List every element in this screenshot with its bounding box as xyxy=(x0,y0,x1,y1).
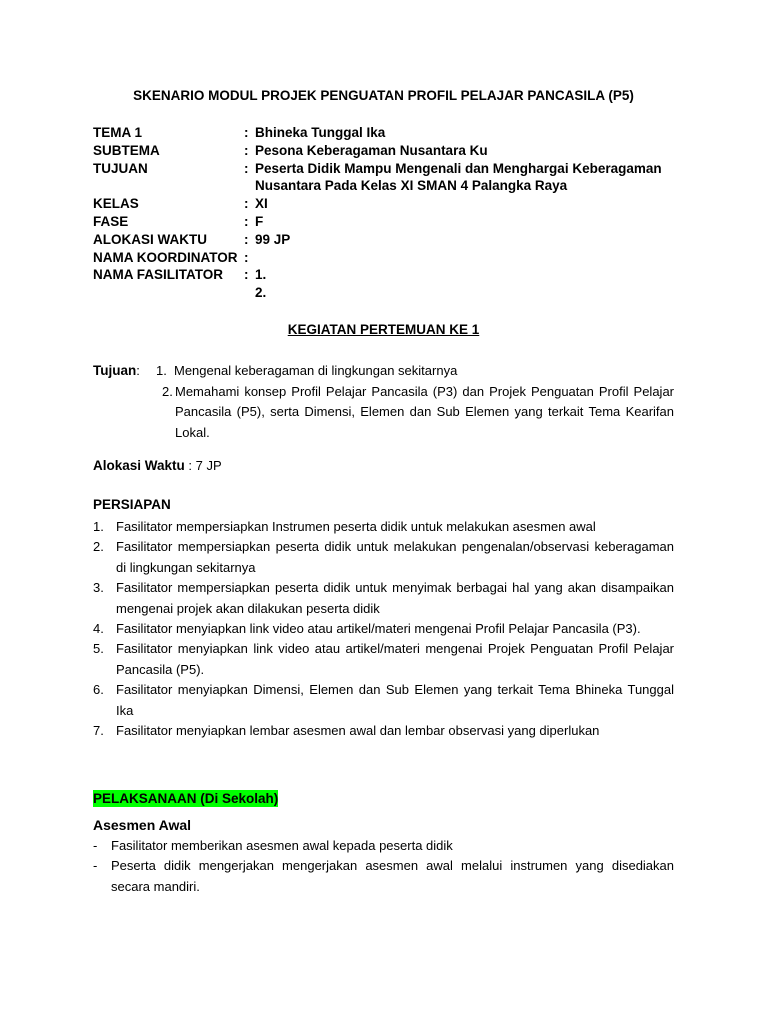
list-text: Fasilitator memberikan asesmen awal kepada peserta didik xyxy=(111,838,453,853)
meta-colon: : xyxy=(244,196,249,212)
meta-key: TEMA 1 xyxy=(93,125,143,140)
alokasi-waktu xyxy=(93,458,222,473)
meta-key: NAMA KOORDINATOR xyxy=(93,249,238,265)
list-dash: - xyxy=(93,838,98,853)
meta-value-line: 2. xyxy=(255,285,267,301)
list-number: 7. xyxy=(93,723,104,739)
tujuan-text: Memahami konsep Profil Pelajar Pancasila (P3) dan Projek Penguatan Profil Pelajar Pancasila (P5), serta Dimensi, Elemen dan Sub Elemen yang terkait Tema Kearifan Lokal. xyxy=(175,383,674,440)
meta-value-line: Peserta Didik Mampu Mengenali dan Menghargai Keberagaman xyxy=(255,160,662,176)
meta-row-kelas xyxy=(93,195,674,213)
meeting-heading: KEGIATAN PERTEMUAN KE 1 xyxy=(287,322,480,337)
meta-value xyxy=(255,249,674,267)
meta-row-tema xyxy=(93,124,674,142)
persiapan-list xyxy=(93,517,674,741)
meta-value: XI xyxy=(255,196,268,212)
meta-key: ALOKASI WAKTU xyxy=(93,231,207,247)
list-text: Fasilitator menyiapkan link video atau artikel/materi mengenai Projek Penguatan Profil Pelajar Pancasila (P5). xyxy=(116,641,674,677)
meta-value: 99 JP xyxy=(255,231,291,247)
list-text: Fasilitator mempersiapkan Instrumen peserta didik untuk melakukan asesmen awal xyxy=(116,519,596,534)
list-item xyxy=(93,836,674,856)
tujuan-item xyxy=(93,382,674,444)
tujuan-text: Mengenal keberagaman di lingkungan sekitarnya xyxy=(174,363,458,378)
meta-key: SUBTEMA xyxy=(93,142,160,158)
tujuan-label: Tujuan xyxy=(93,363,137,378)
meta-colon: : xyxy=(244,213,249,229)
tujuan-number: 1. xyxy=(156,363,167,378)
list-number: 4. xyxy=(93,621,104,637)
list-item xyxy=(93,619,674,639)
persiapan-heading: PERSIAPAN xyxy=(93,497,171,512)
list-item xyxy=(93,578,674,619)
document-title: SKENARIO MODUL PROJEK PENGUATAN PROFIL PELAJAR PANCASILA (P5) xyxy=(133,88,634,103)
meta-row-fase xyxy=(93,213,674,231)
list-number: 1. xyxy=(93,519,104,534)
meta-value: F xyxy=(255,213,264,229)
list-number: 2. xyxy=(93,539,104,555)
meta-colon: : xyxy=(244,249,249,265)
meta-colon: : xyxy=(244,267,249,283)
meta-colon: : xyxy=(244,231,249,247)
asesmen-awal-list xyxy=(93,836,674,897)
meta-value-line: Nusantara Pada Kelas XI SMAN 4 Palangka Raya xyxy=(255,178,568,194)
list-text: Fasilitator menyiapkan Dimensi, Elemen dan Sub Elemen yang terkait Tema Bhineka Tunggal Ika xyxy=(116,682,674,718)
meta-key: FASE xyxy=(93,213,129,229)
tujuan-number: 2. xyxy=(162,383,173,399)
highlighted-text: PELAKSANAAN (Di Sekolah) xyxy=(93,791,279,806)
meta-colon: : xyxy=(244,125,249,140)
meta-value xyxy=(255,266,674,302)
list-number: 3. xyxy=(93,580,104,596)
pelaksanaan-heading xyxy=(93,791,278,806)
tujuan-item xyxy=(93,361,674,382)
list-item xyxy=(93,856,674,897)
list-text: Fasilitator mempersiapkan peserta didik untuk melakukan pengenalan/observasi keberagaman di lingkungan sekitarnya xyxy=(116,539,674,575)
meta-row-alokasi xyxy=(93,231,674,249)
list-item xyxy=(93,721,674,741)
list-number: 5. xyxy=(93,641,104,657)
list-text: Fasilitator mempersiapkan peserta didik untuk menyimak berbagai hal yang akan disampaikan mengenai projek akan dilakukan peserta didik xyxy=(116,580,674,616)
list-text: Peserta didik mengerjakan mengerjakan asesmen awal melalui instrumen yang disediakan secara mandiri. xyxy=(111,858,674,894)
alokasi-value: : 7 JP xyxy=(188,458,222,473)
meta-value xyxy=(255,160,674,196)
meta-value: Bhineka Tunggal Ika xyxy=(255,125,386,140)
tujuan-colon: : xyxy=(136,363,140,378)
tujuan-section xyxy=(93,361,674,443)
alokasi-label: Alokasi Waktu xyxy=(93,458,185,473)
meta-key: NAMA FASILITATOR xyxy=(93,267,223,283)
list-item xyxy=(93,537,674,578)
asesmen-awal-heading: Asesmen Awal xyxy=(93,817,192,833)
list-number: 6. xyxy=(93,682,104,698)
meta-row-subtema xyxy=(93,142,674,160)
list-item xyxy=(93,639,674,680)
list-dash: - xyxy=(93,858,98,874)
meta-row-koordinator xyxy=(93,249,674,267)
meta-table xyxy=(93,124,674,302)
meta-row-fasilitator xyxy=(93,266,674,302)
meta-value-line: 1. xyxy=(255,267,267,283)
list-item xyxy=(93,680,674,721)
list-text: Fasilitator menyiapkan lembar asesmen awal dan lembar observasi yang diperlukan xyxy=(116,723,600,739)
meta-colon: : xyxy=(244,160,249,176)
meta-row-tujuan xyxy=(93,160,674,196)
meta-key: TUJUAN xyxy=(93,160,148,176)
meta-value: Pesona Keberagaman Nusantara Ku xyxy=(255,142,488,158)
list-text: Fasilitator menyiapkan link video atau artikel/materi mengenai Profil Pelajar Pancasila (P3). xyxy=(116,621,641,637)
meta-key: KELAS xyxy=(93,196,139,212)
meta-colon: : xyxy=(244,142,249,158)
tujuan-label-group xyxy=(93,361,156,382)
list-item xyxy=(93,517,674,537)
